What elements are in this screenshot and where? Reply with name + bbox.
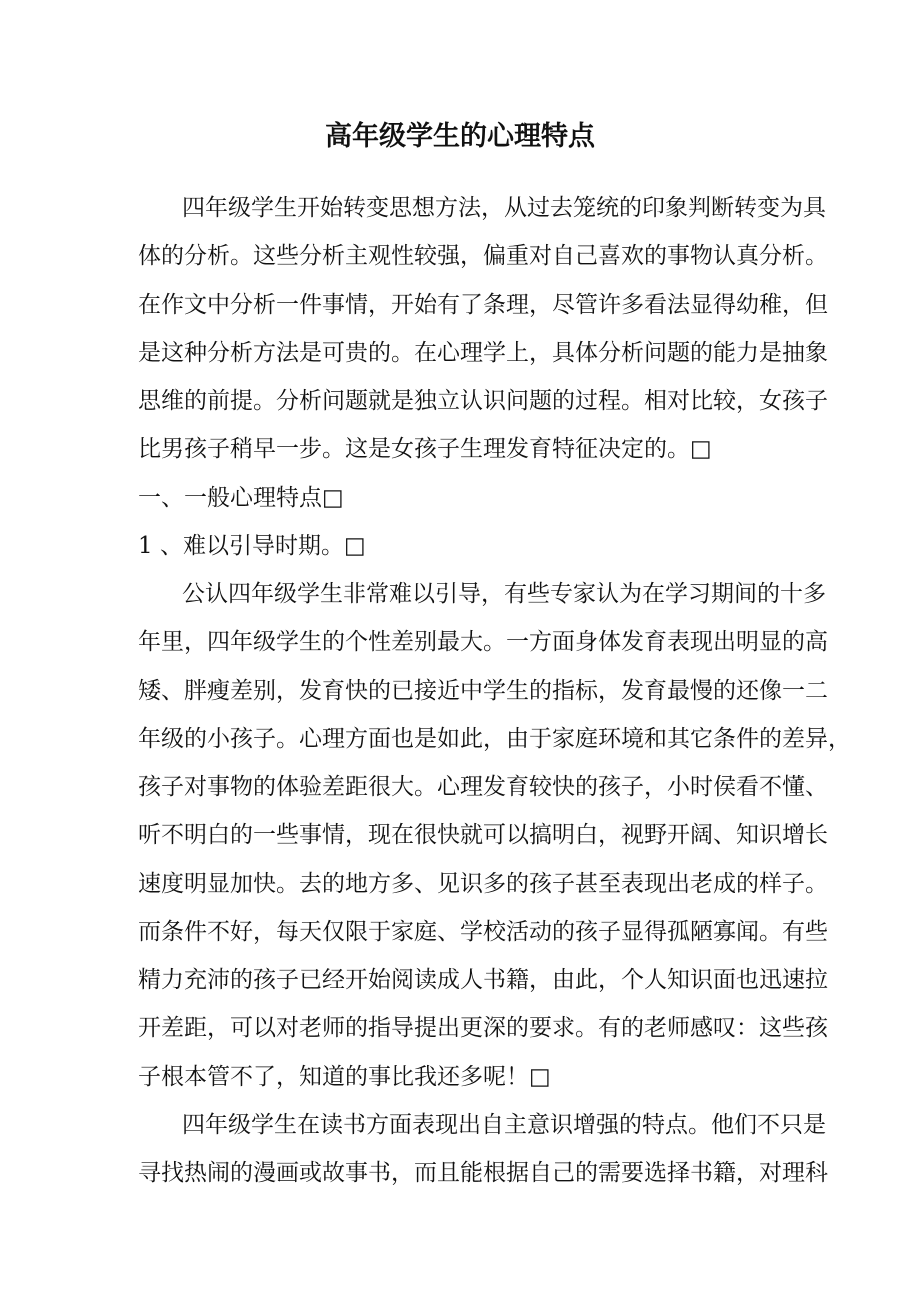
text-line: 而条件不好，每天仅限于家庭、学校活动的孩子显得孤陋寡闻。有些 bbox=[138, 918, 828, 945]
text-line: 一、一般心理特点□ bbox=[138, 484, 344, 511]
text-line: 速度明显加快。去的地方多、见识多的孩子甚至表现出老成的样子。 bbox=[138, 870, 828, 897]
text-line: 在作文中分析一件事情，开始有了条理，尽管许多看法显得幼稚，但 bbox=[138, 291, 828, 318]
text-line: 是这种分析方法是可贵的。在心理学上，具体分析问题的能力是抽象 bbox=[138, 339, 828, 366]
text-line: 四年级学生在读书方面表现出自主意识增强的特点。他们不只是 bbox=[182, 1111, 826, 1138]
text-line: 公认四年级学生非常难以引导，有些专家认为在学习期间的十多 bbox=[182, 581, 826, 607]
text-line: 1 、难以引导时期。□ bbox=[138, 532, 366, 559]
document-title: 高年级学生的心理特点 bbox=[325, 121, 595, 152]
text-line: 年级的小孩子。心理方面也是如此，由于家庭环境和其它条件的差异， bbox=[138, 725, 851, 752]
text-line: 四年级学生开始转变思想方法，从过去笼统的印象判断转变为具 bbox=[182, 195, 826, 221]
text-line: 寻找热闹的漫画或故事书，而且能根据自己的需要选择书籍，对理科 bbox=[138, 1160, 828, 1186]
text-line: 体的分析。这些分析主观性较强，偏重对自己喜欢的事物认真分析。 bbox=[138, 243, 828, 270]
text-line: 年里，四年级学生的个性差别最大。一方面身体发育表现出明显的高 bbox=[138, 629, 828, 656]
text-line: 孩子对事物的体验差距很大。心理发育较快的孩子，小时侯看不懂、 bbox=[138, 774, 828, 800]
text-line: 矮、胖瘦差别，发育快的已接近中学生的指标，发育最慢的还像一二 bbox=[138, 677, 828, 704]
text-line: 思维的前提。分析问题就是独立认识问题的过程。相对比较，女孩子 bbox=[138, 388, 828, 414]
text-line: 精力充沛的孩子已经开始阅读成人书籍，由此，个人知识面也迅速拉 bbox=[138, 967, 828, 993]
text-line: 听不明白的一些事情，现在很快就可以搞明白，视野开阔、知识增长 bbox=[138, 822, 828, 849]
document-body bbox=[138, 184, 851, 1197]
text-line: 开差距，可以对老师的指导提出更深的要求。有的老师感叹：这些孩 bbox=[138, 1015, 828, 1042]
text-line: 比男孩子稍早一步。这是女孩子生理发育特征决定的。□ bbox=[138, 436, 712, 463]
text-line: 子根本管不了，知道的事比我还多呢！□ bbox=[138, 1063, 551, 1090]
